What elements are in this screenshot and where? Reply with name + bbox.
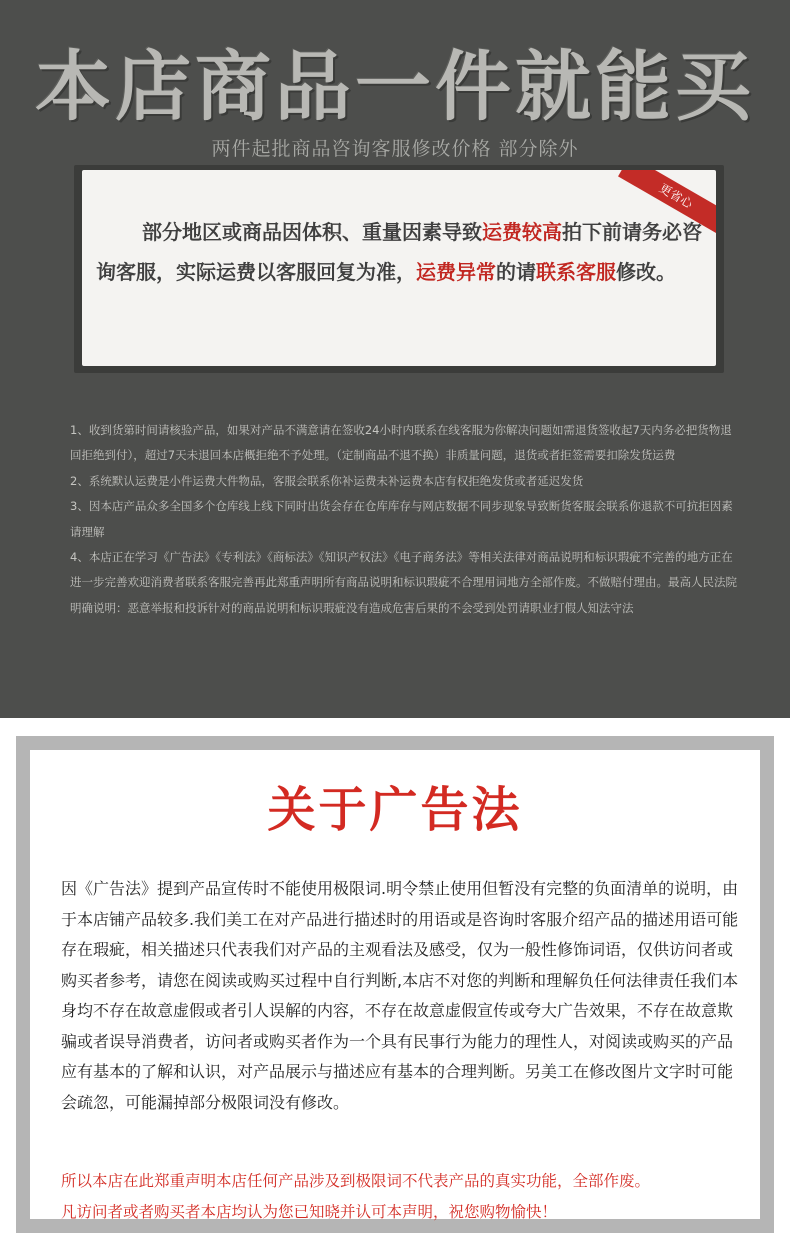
- notice-part-2: 拍下前请务必咨询客服，实际运费以客服回复为准，: [96, 220, 702, 284]
- terms-item-3: 3、因本店产品众多全国多个仓库线上线下同时出货会存在仓库库存与网店数据不同步现象导致断货客服会联系你退款不可抗拒因素请理解: [70, 499, 733, 539]
- shipping-notice-card: [82, 170, 716, 366]
- advertising-law-body: 因《广告法》提到产品宣传时不能使用极限词.明令禁止使用但暂没有完整的负面清单的说明，由于本店铺产品较多.我们美工在对产品进行描述时的用语或是咨询时客服介绍产品的描述用语可能存在瑕疵，相关描述只代表我们对产品的主观看法及感受，仅为一般性修饰词语，仅供访问者或购买者参考，请您在阅读或购买过程中自行判断,本店不对您的判断和理解负任何法律责任我们本身均不存在故意虚假或者引人误解的内容，不存在故意虚假宣传或夸大广告效果，不存在故意欺骗或者误导消费者，访问者或购买者作为一个具有民事行为能力的理性人，对阅读或购买的产品应有基本的了解和认识，对产品展示与描述应有基本的合理判断。另美工在修改图片文字时可能会疏忽，可能漏掉部分极限词没有修改。: [61, 879, 739, 1112]
- terms-list: [70, 418, 740, 621]
- terms-item-2: 2、系统默认运费是小件运费大件物品，客服会联系你补运费未补运费本店有权拒绝发货或者延迟发货: [70, 473, 584, 488]
- notice-part-4: 修改。: [616, 260, 676, 284]
- declaration-line-2: 凡访问者或者购买者本店均认为您已知晓并认可本声明，祝您购物愉快！: [61, 1203, 558, 1221]
- corner-ribbon: 更省心: [618, 170, 716, 236]
- sub-title: 两件起批商品咨询客服修改价格 部分除外: [211, 138, 579, 160]
- terms-item-4: 4、本店正在学习《广告法》《专利法》《商标法》《知识产权法》《电子商务法》等相关法律对商品说明和标识瑕疵不完善的地方正在进一步完善欢迎消费者联系客服完善再此郑重声明所有商品说明和标识瑕疵不合理用词地方全部作废。不做赔付理由。最高人民法院明确说明：恶意举报和投诉针对的商品说明和标识瑕疵没有造成危害后果的不会受到处罚请职业打假人知法守法: [70, 550, 737, 615]
- advertising-law-panel: [16, 736, 774, 1233]
- notice-part-3: 的请: [496, 260, 536, 284]
- main-title: 本店商品一件就能买: [35, 42, 755, 131]
- advertising-law-title: 关于广告法: [267, 782, 523, 838]
- notice-highlight-contact-service: 联系客服: [536, 260, 616, 284]
- notice-highlight-high-shipping: 运费较高: [482, 220, 562, 244]
- notice-part-1: 部分地区或商品因体积、重量因素导致: [142, 220, 482, 244]
- declaration-line-1: 所以本店在此郑重声明本店任何产品涉及到极限词不代表产品的真实功能，全部作废。: [61, 1172, 651, 1190]
- advertising-law-declaration: [61, 1166, 751, 1228]
- notice-highlight-abnormal-shipping: 运费异常: [416, 260, 496, 284]
- terms-item-1: 1、收到货第时间请核验产品，如果对产品不满意请在签收24小时内联系在线客服为你解决问题如需退货签收起7天内务必把货物退回拒绝到付），超过7天未退回本店概拒绝不予处理。（定制商品不退不换）非质量问题，退货或者拒签需要扣除发货运费: [70, 423, 732, 463]
- shipping-notice-text: [96, 212, 706, 292]
